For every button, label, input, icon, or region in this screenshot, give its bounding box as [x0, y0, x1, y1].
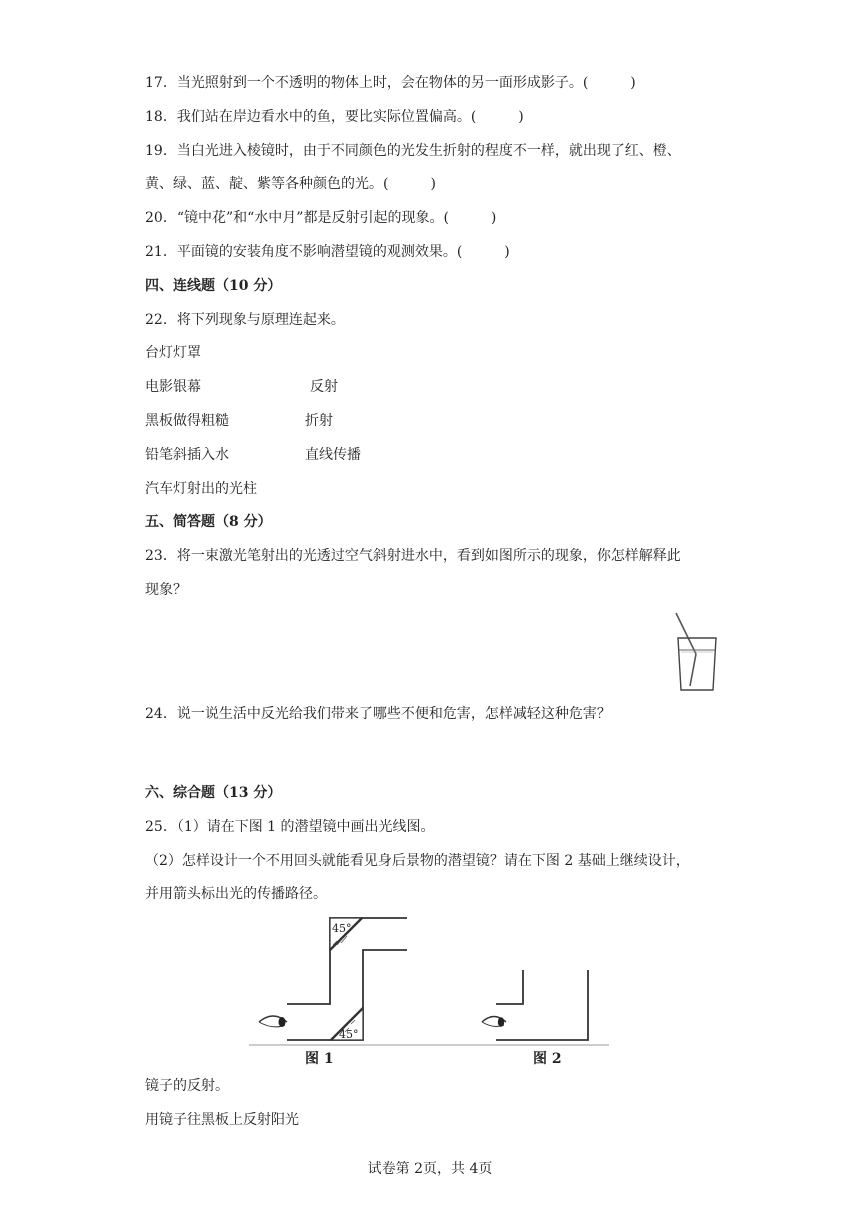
- figure-2-label: 图 2: [533, 1051, 562, 1067]
- phenomenon-item: 铅笔斜插入水: [145, 447, 229, 463]
- page-footer: 试卷第 2页，共 4页: [367, 1161, 493, 1177]
- eye-icon-1: [259, 1016, 287, 1027]
- eye-icon-2: [482, 1017, 506, 1027]
- question-25-part2-line2: 并用箭头标出光的传播路径。: [145, 886, 327, 902]
- question-17: 17．当光照射到一个不透明的物体上时，会在物体的另一面形成影子。( ): [145, 75, 636, 91]
- periscope-figure-2: [482, 970, 588, 1040]
- question-22: 22．将下列现象与原理连起来。: [145, 312, 345, 328]
- glass-with-straw-illustration: [668, 612, 724, 694]
- principle-item: 直线传播: [305, 447, 361, 463]
- phenomenon-item: 黑板做得粗糙: [145, 413, 229, 429]
- question-20: 20．“镜中花”和“水中月”都是反射引起的现象。( ): [145, 210, 497, 226]
- section-5-heading: 五、简答题（8 分）: [145, 514, 272, 530]
- question-24: 24．说一说生活中反光给我们带来了哪些不便和危害，怎样减轻这种危害？: [145, 706, 611, 722]
- answer-line-2: 用镜子往黑板上反射阳光: [145, 1112, 299, 1128]
- phenomenon-item: 汽车灯射出的光柱: [145, 481, 257, 497]
- periscope-figures: [245, 912, 615, 1052]
- figure-1-label: 图 1: [305, 1051, 334, 1067]
- phenomenon-item: 台灯灯罩: [145, 345, 201, 361]
- question-23-line1: 23．将一束激光笔射出的光透过空气斜射进水中，看到如图所示的现象，你怎样解释此: [145, 548, 681, 564]
- answer-line-1: 镜子的反射。: [145, 1078, 229, 1094]
- phenomenon-item: 电影银幕: [145, 379, 201, 395]
- periscope-figure-1: [259, 918, 407, 1040]
- principle-item: 反射: [310, 379, 338, 395]
- section-6-heading: 六、综合题（13 分）: [145, 785, 282, 801]
- fig1-angle-top: 45°: [332, 922, 352, 935]
- section-4-heading: 四、连线题（10 分）: [145, 278, 282, 294]
- question-21: 21．平面镜的安装角度不影响潜望镜的观测效果。( ): [145, 244, 510, 260]
- question-18: 18．我们站在岸边看水中的鱼，要比实际位置偏高。( ): [145, 109, 524, 125]
- question-25-part1: 25．（1）请在下图 1 的潜望镜中画出光线图。: [145, 819, 435, 835]
- question-19-line2: 黄、绿、蓝、靛、紫等各种颜色的光。( ): [145, 176, 436, 192]
- question-19-line1: 19．当白光进入棱镜时，由于不同颜色的光发生折射的程度不一样，就出现了红、橙、: [145, 143, 681, 159]
- fig1-angle-bottom: 45°: [339, 1028, 359, 1041]
- question-25-part2-line1: （2）怎样设计一个不用回头就能看见身后景物的潜望镜？请在下图 2 基础上继续设计，: [145, 853, 690, 869]
- question-23-line2: 现象？: [145, 582, 187, 598]
- principle-item: 折射: [305, 413, 333, 429]
